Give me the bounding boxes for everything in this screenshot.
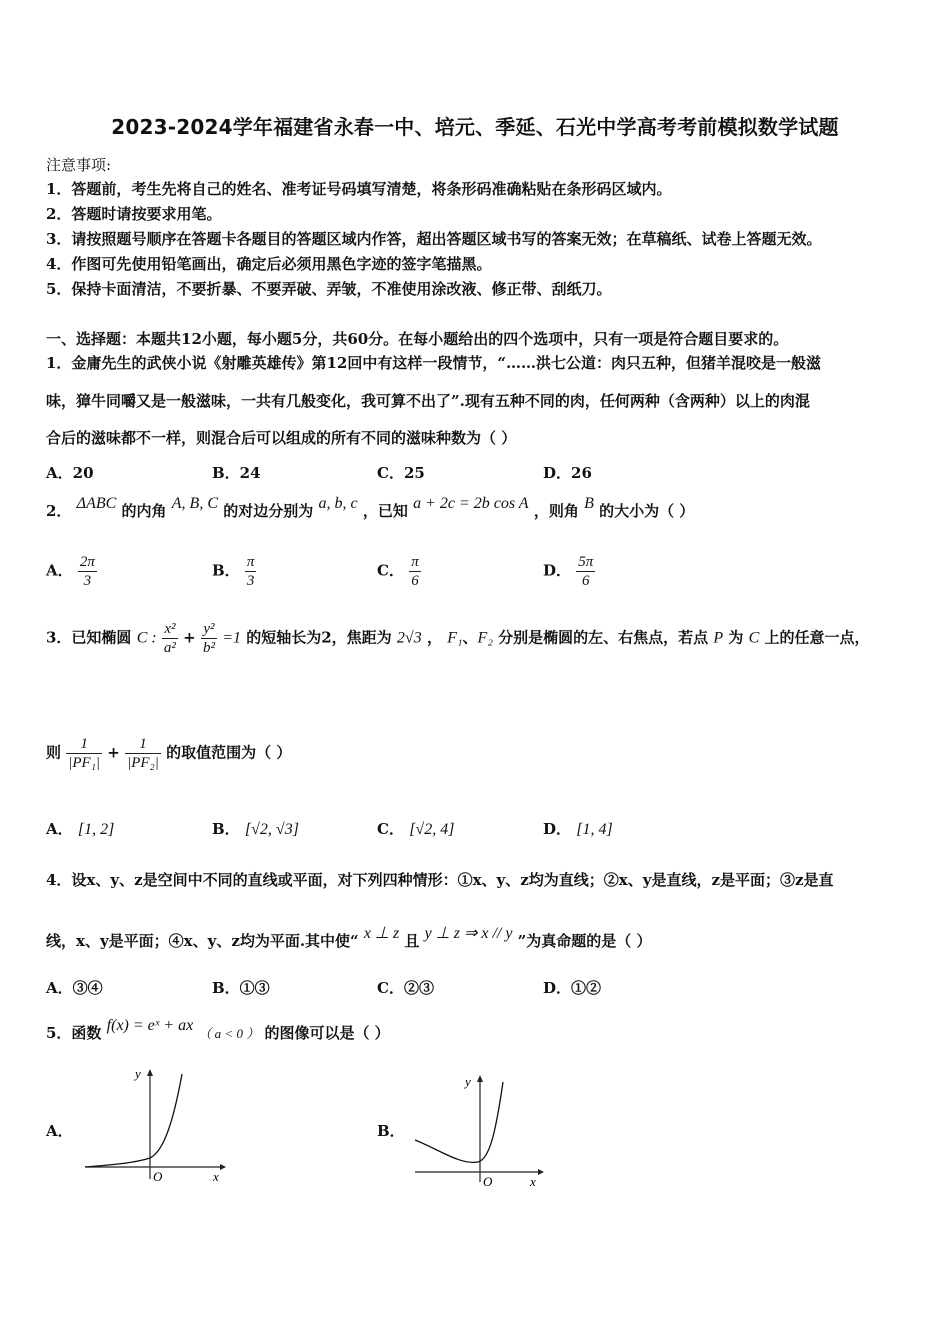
q3-line-2 [46, 735, 291, 772]
q2-stem [46, 495, 695, 521]
focus-f1: F₁ [447, 629, 463, 647]
option-value: [1, 2] [77, 821, 115, 838]
q1-line-3: 合后的滋味都不一样，则混合后可以组成的所有不同的滋味种数为（ ） [46, 429, 517, 447]
q4-option-d: D．①② [543, 979, 602, 997]
q2-angle-b: B [584, 495, 594, 512]
q1-option-b: B．24 [212, 464, 261, 482]
fraction [66, 735, 102, 772]
fraction [201, 620, 217, 657]
x-label: x [530, 1174, 536, 1188]
option-value: [√2, √3] [244, 821, 299, 838]
option-label: D． [543, 820, 572, 838]
q2-number: 2． [46, 502, 72, 520]
denominator: |PF₁| [68, 755, 101, 771]
q1-option-d: D．26 [543, 464, 592, 482]
x-axis-arrow [220, 1164, 226, 1170]
plus-sign: + [107, 743, 120, 762]
separator: 、 [462, 628, 478, 647]
q5-text: 的图像可以是（ ） [264, 1024, 390, 1042]
q5-condition: （ a < 0 ） [198, 1026, 260, 1041]
notice-heading: 注意事项: [46, 156, 112, 174]
q5-graph-a [80, 1064, 230, 1184]
fraction [245, 553, 257, 590]
option-label: A． [46, 561, 73, 580]
numerator: 5π [578, 554, 594, 570]
q2-text: 的大小为（ ） [599, 502, 695, 520]
q5-option-b: B． [377, 1122, 405, 1140]
numerator: 2π [79, 554, 95, 570]
q3-number: 3．已知椭圆 [46, 628, 132, 647]
y-axis-arrow [477, 1075, 483, 1082]
q4-line-1: 4．设x、y、z是空间中不同的直线或平面，对下列四种情形：①x、y、z均为直线；②x、y是直线，z是平面；③z是直 [46, 871, 834, 889]
q2-option-b [212, 553, 256, 590]
q4-line-2 [46, 925, 652, 951]
q4-option-a: A．③④ [46, 979, 103, 997]
y-label: y [135, 1066, 141, 1081]
denominator: b² [202, 640, 215, 656]
fraction [576, 553, 595, 590]
q4-option-b: B．①③ [212, 979, 270, 997]
q1-option-a: A．20 [46, 464, 94, 482]
y-label: y [465, 1074, 471, 1089]
q2-option-a [46, 553, 97, 590]
focus-f2: F₂ [477, 629, 493, 647]
q4-text: ”为真命题的是（ ） [517, 932, 652, 950]
fraction [125, 735, 161, 772]
denominator: 3 [83, 573, 92, 589]
notice-item: 1．答题前，考生先将自己的姓名、准考证号码填写清楚，将条形码准确粘贴在条形码区域内。 [46, 180, 672, 198]
denominator: |PF₂| [127, 755, 159, 771]
denominator: a² [163, 640, 176, 656]
q5-function: f(x) = eˣ + ax [106, 1017, 194, 1034]
q3-text: 为 [728, 628, 744, 647]
fraction [409, 553, 421, 590]
denominator: 3 [246, 573, 255, 589]
q3-option-a [46, 818, 114, 839]
numerator: π [246, 554, 255, 570]
q4-condition-2: y ⊥ z ⇒ x // y [424, 925, 513, 942]
q4-condition-1: x ⊥ z [363, 925, 400, 942]
q3-focal-length: 2√3 [396, 629, 422, 647]
option-label: C． [377, 820, 404, 838]
option-value: [1, 4] [576, 821, 613, 838]
q2-triangle: ΔABC [76, 495, 117, 512]
q3-text: 上的任意一点， [764, 628, 870, 647]
q3-ellipse-name: C : [136, 629, 157, 647]
option-label: D． [543, 561, 572, 580]
q5-graph-b [410, 1070, 550, 1188]
q4-text: 且 [404, 932, 420, 950]
q1-line-1: 1．金庸先生的武侠小说《射雕英雄传》第12回中有这样一段情节，“……洪七公道：肉只五种，但猪羊混咬是一般滋 [46, 354, 821, 372]
fraction [78, 553, 97, 590]
ellipse-c: C [748, 629, 760, 647]
q1-line-2: 味，獐牛同嚼又是一般滋味，一共有几般变化，我可算不出了”.现有五种不同的肉，任何两种（含两种）以上的肉混 [46, 392, 810, 410]
q3-option-b [212, 818, 299, 839]
plus-sign: + [183, 628, 196, 647]
q2-equation: a + 2c = 2b cos A [413, 495, 529, 512]
fraction [162, 620, 178, 657]
notice-item: 4．作图可先使用铅笔画出，确定后必须用黑色字迹的签字笔描黑。 [46, 255, 492, 273]
q3-option-c [377, 818, 454, 839]
q3-text: 分别是椭圆的左、右焦点，若点 [498, 628, 709, 647]
notice-item: 5．保持卡面清洁，不要折暴、不要弄破、弄皱，不准使用涂改液、修正带、刮纸刀。 [46, 280, 612, 298]
q2-sides: a, b, c [318, 495, 358, 512]
q3-text: ， [426, 628, 442, 647]
q2-text: 的对边分别为 [223, 502, 314, 520]
curve-b [415, 1082, 503, 1162]
option-label: B． [212, 561, 240, 580]
x-axis-arrow [538, 1169, 544, 1175]
numerator: 1 [66, 735, 102, 754]
q2-angles: A, B, C [171, 495, 218, 512]
numerator: 1 [125, 735, 161, 754]
q2-text: 的内角 [121, 502, 167, 520]
option-value: [√2, 4] [409, 821, 455, 838]
q5-option-a: A． [46, 1122, 73, 1140]
origin-label: O [153, 1169, 163, 1184]
x-label: x [213, 1169, 219, 1184]
option-label: A． [46, 820, 73, 838]
q2-option-c [377, 553, 421, 590]
q3-stem [46, 620, 870, 657]
y-axis-arrow [147, 1069, 153, 1076]
notice-item: 2．答题时请按要求用笔。 [46, 205, 222, 223]
option-label: B． [212, 820, 240, 838]
q5-number: 5．函数 [46, 1024, 102, 1042]
q2-text: ，已知 [362, 502, 408, 520]
point-p: P [713, 629, 724, 647]
option-label: C． [377, 561, 404, 580]
q3-text: 的取值范围为（ ） [166, 743, 292, 762]
denominator: 6 [411, 573, 419, 589]
curve-a [85, 1074, 182, 1167]
q3-text: 则 [46, 743, 62, 762]
equals-one: =1 [222, 629, 241, 647]
section-header: 一、选择题：本题共12小题，每小题5分，共60分。在每小题给出的四个选项中，只有一项是符合题目要求的。 [46, 330, 789, 348]
numerator: π [411, 554, 419, 570]
q4-option-c: C．②③ [377, 979, 434, 997]
q2-option-d [543, 553, 595, 590]
numerator: y² [201, 620, 217, 639]
q1-option-c: C．25 [377, 464, 425, 482]
page-title: 2023-2024学年福建省永春一中、培元、季延、石光中学高考考前模拟数学试题 [111, 115, 839, 139]
q3-text: 的短轴长为2，焦距为 [246, 628, 392, 647]
numerator: x² [162, 620, 178, 639]
q5-stem [46, 1017, 390, 1043]
q2-text: ，则角 [533, 502, 579, 520]
origin-label: O [483, 1174, 493, 1188]
denominator: 6 [582, 573, 590, 589]
q4-text: 线，x、y是平面；④x、y、z均为平面.其中使“ [46, 932, 359, 950]
q3-option-d [543, 818, 613, 839]
notice-item: 3．请按照题号顺序在答题卡各题目的答题区域内作答，超出答题区域书写的答案无效；在草稿纸、试卷上答题无效。 [46, 230, 822, 248]
